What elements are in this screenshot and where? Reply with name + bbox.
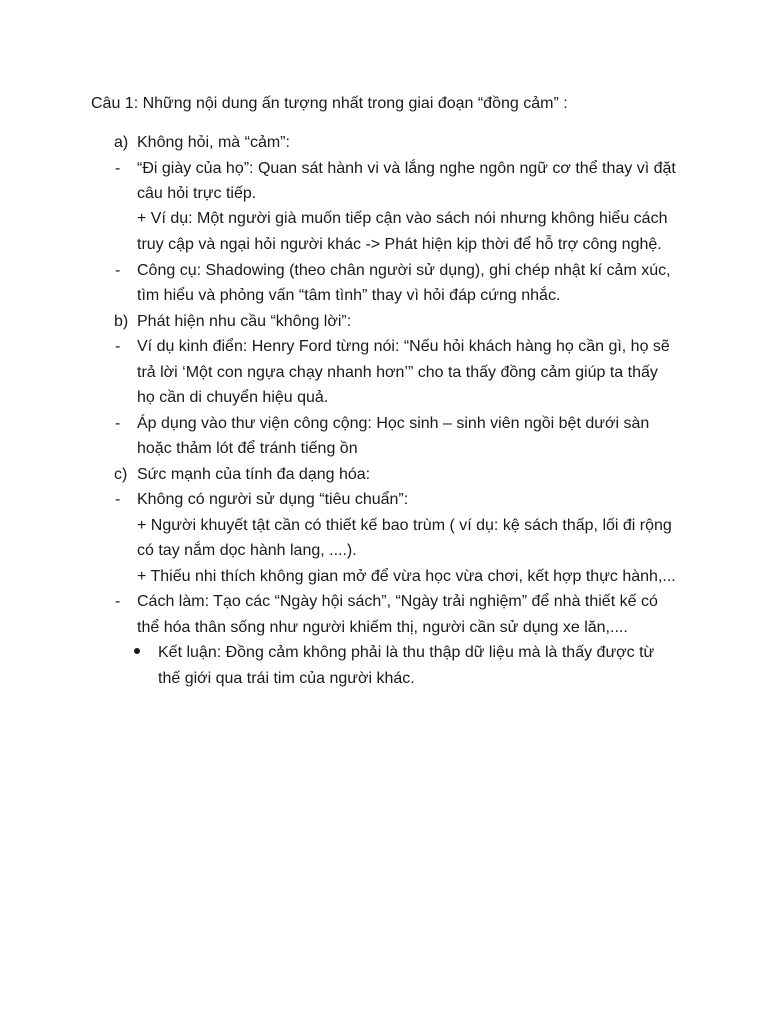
list-marker-c: c) bbox=[114, 466, 128, 483]
bullet-icon bbox=[134, 648, 140, 654]
dash-marker: - bbox=[115, 262, 121, 279]
text-line: + Thiếu nhi thích không gian mở để vừa học vừa chơi, kết hợp thực hành,... bbox=[137, 568, 676, 585]
conclusion-line: thế giới qua trái tim của người khác. bbox=[158, 670, 415, 687]
text-line: họ cần di chuyển hiệu quả. bbox=[137, 389, 329, 406]
text-line: trả lời ‘Một con ngựa chạy nhanh hơn’” cho ta thấy đồng cảm giúp ta thấy bbox=[137, 364, 658, 381]
text-line: câu hỏi trực tiếp. bbox=[137, 185, 257, 202]
section-heading-b: Phát hiện nhu cầu “không lời”: bbox=[137, 313, 352, 330]
list-marker-a: a) bbox=[114, 134, 129, 151]
text-line: Cách làm: Tạo các “Ngày hội sách”, “Ngày trải nghiệm” để nhà thiết kế có bbox=[137, 593, 658, 610]
text-line: tìm hiểu và phỏng vấn “tâm tình” thay vì hỏi đáp cứng nhắc. bbox=[137, 287, 561, 304]
conclusion-line: Kết luận: Đồng cảm không phải là thu thập dữ liệu mà là thấy được từ bbox=[158, 644, 655, 661]
section-heading-a: Không hỏi, mà “cảm”: bbox=[137, 134, 290, 151]
dash-marker: - bbox=[115, 491, 121, 508]
text-line: + Người khuyết tật cần có thiết kế bao trùm ( ví dụ: kệ sách thấp, lối đi rộng bbox=[137, 517, 672, 534]
text-line: “Đi giày của họ”: Quan sát hành vi và lắng nghe ngôn ngữ cơ thể thay vì đặt bbox=[137, 160, 676, 177]
text-line: + Ví dụ: Một người già muốn tiếp cận vào sách nói nhưng không hiểu cách bbox=[137, 210, 668, 227]
dash-marker: - bbox=[115, 160, 121, 177]
page-title: Câu 1: Những nội dung ấn tượng nhất trong giai đoạn “đồng cảm” : bbox=[91, 95, 568, 112]
dash-marker: - bbox=[115, 415, 121, 432]
text-line: Ví dụ kinh điển: Henry Ford từng nói: “Nếu hỏi khách hàng họ cần gì, họ sẽ bbox=[137, 338, 670, 355]
text-line: có tay nắm dọc hành lang, ....). bbox=[137, 542, 357, 559]
section-heading-c: Sức mạnh của tính đa dạng hóa: bbox=[137, 466, 371, 483]
text-line: Không có người sử dụng “tiêu chuẩn”: bbox=[137, 491, 409, 508]
text-line: Công cụ: Shadowing (theo chân người sử dụng), ghi chép nhật kí cảm xúc, bbox=[137, 262, 671, 279]
list-marker-b: b) bbox=[114, 313, 129, 330]
text-line: hoặc thảm lót để tránh tiếng ồn bbox=[137, 440, 358, 457]
text-line: Áp dụng vào thư viện công cộng: Học sinh – sinh viên ngồi bệt dưới sàn bbox=[137, 415, 650, 432]
dash-marker: - bbox=[115, 338, 121, 355]
text-line: truy cập và ngại hỏi người khác -> Phát hiện kịp thời để hỗ trợ công nghệ. bbox=[137, 236, 662, 253]
text-line: thể hóa thân sống như người khiếm thị, người cần sử dụng xe lăn,.... bbox=[137, 619, 628, 636]
dash-marker: - bbox=[115, 593, 121, 610]
